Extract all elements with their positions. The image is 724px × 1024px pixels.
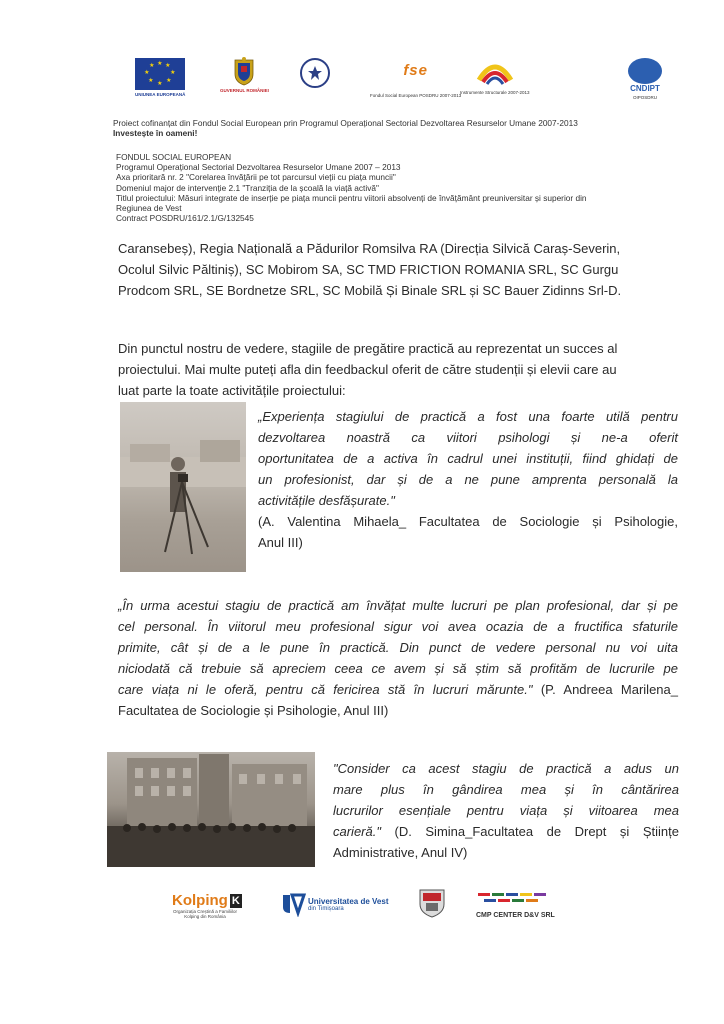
structural-instruments-caption: Instrumente Structurale 2007-2013 <box>460 90 530 95</box>
uvt-name: Universitatea de Vest <box>308 896 389 906</box>
text-line: Din punctul nostru de vedere, stagiile de pregătire practică au reprezentat un succes al <box>118 341 618 356</box>
quote-text: care viața ni le oferă, pentru că fericirea stă în lucruri mărunte." <box>118 682 533 697</box>
text-line: „În urma acestui stagiu de practică am învățat multe lucruri pe plan profesional, dar și pe <box>118 598 678 613</box>
text-line: niciodată că trebuie să apreciem ceea ce avem și să știm să profităm de lucrurile pe <box>118 661 678 676</box>
kolping-logo <box>172 892 252 919</box>
eu-flag-icon: ★ ★ ★ ★ ★ ★ ★ ★ <box>135 58 185 90</box>
text-line: oportunitatea de a activa în cadrul unei instituții, fiind ghidați de <box>258 451 678 466</box>
text-line: mare plus în gândirea mea și în cântărirea <box>333 782 679 797</box>
quote-attribution: Anul III) <box>258 535 303 550</box>
text-line: „Experiența stagiului de practică a fost una foarte utilă pentru <box>258 409 678 424</box>
text-line <box>118 679 678 700</box>
school-crest-icon <box>417 886 447 918</box>
quote-attribution: (D. Simina_Facultatea de Drept și Științe <box>380 824 679 839</box>
student-fieldwork-photo <box>120 402 246 572</box>
text-line: proiectului. Mai multe puteți afla din feedbackul oferit de către studenții și elevii care au <box>118 362 617 377</box>
kolping-k-icon: K <box>230 894 242 908</box>
text-line: dezvoltarea noastră ca viitori psihologi și ne-a oferit <box>258 430 678 445</box>
quote-andreea <box>118 595 678 721</box>
group-photo <box>107 752 315 867</box>
seal-icon <box>300 58 330 88</box>
fse-mark: fse <box>403 62 428 79</box>
intro-paragraph <box>118 338 678 401</box>
text-line: cel personal. În viitorul meu profesional sigur voi avea ocazia de a fructifica sfaturile <box>118 619 678 634</box>
coat-of-arms-icon <box>233 56 255 86</box>
quote-attribution: Facultatea de Sociologie și Psihologie, Anul III) <box>118 703 389 718</box>
uvt-icon <box>280 891 306 917</box>
romanian-government-logo <box>220 56 269 93</box>
text-line: Prodcom SRL, SE Bordnetze SRL, SC Mobilă Și Binale SRL și SC Bauer Zidinns Srl-D. <box>118 283 622 298</box>
text-line: "Consider ca acest stagiu de practică a adus un <box>333 761 679 776</box>
cndipt-icon <box>628 58 662 84</box>
fse-logo <box>370 62 461 98</box>
text-line: activitățile desfășurate." <box>258 493 395 508</box>
oiposdru-caption: OIPOSDRU <box>632 95 657 100</box>
cofinance-line: Proiect cofinanțat din Fondul Social European prin Programul Operațional Sectorial Dezvoltarea Resurselor Umane 2007-2013 <box>113 118 578 128</box>
text-line: un profesionist, dar și de a ne pune amprenta personală la <box>258 472 678 487</box>
structural-instruments-icon <box>475 58 515 88</box>
text-line: Caransebeș), Regia Națională a Pădurilor Romsilva RA (Direcția Silvică Caraș-Severin, <box>118 241 621 256</box>
quote-attribution: Administrative, Anul IV) <box>333 845 468 860</box>
uvt-logo <box>280 891 390 917</box>
cmp-bars-icon <box>476 891 556 905</box>
text-line: luat parte la toate activitățile proiectului: <box>118 383 346 398</box>
quote-attribution: (A. Valentina Mihaela_ Facultatea de Sociologie și Psihologie, <box>258 514 678 529</box>
cofinance-slogan: Investește în oameni! <box>113 128 198 138</box>
cmp-name: CMP CENTER D&V SRL <box>476 912 555 919</box>
quote-text: carieră." <box>333 824 381 839</box>
header-line: Axa prioritară nr. 2 "Corelarea învățării pe tot parcursul vieții cu piața muncii" <box>116 172 396 183</box>
header-line: Regiunea de Vest <box>116 203 182 214</box>
header-line: FONDUL SOCIAL EUROPEAN <box>116 152 232 162</box>
eu-caption: UNIUNEA EUROPEANĂ <box>135 92 186 97</box>
fse-caption: Fondul Social European POSDRU 2007-2013 <box>370 93 462 98</box>
quote-simina <box>333 758 679 863</box>
ministry-seal-logo <box>300 58 330 88</box>
quote-valentina <box>258 406 678 553</box>
quote-attribution: (P. Andreea Marilena_ <box>532 682 678 697</box>
cndipt-label: CNDIPT <box>630 84 660 93</box>
header-line: Programul Operațional Sectorial Dezvoltarea Resurselor Umane 2007 – 2013 <box>116 162 401 173</box>
kolping-wordmark: Kolping <box>172 892 228 909</box>
cofinance-statement <box>113 118 673 138</box>
government-caption: GUVERNUL ROMÂNIEI <box>220 88 269 93</box>
structural-instruments-logo <box>460 58 530 95</box>
project-header <box>116 152 686 223</box>
text-line <box>333 821 679 842</box>
cndipt-logo <box>628 58 662 100</box>
text-line: primite, cât și de a le pune în practică. Din punct de vedere personal nu voi uita <box>118 640 678 655</box>
uvt-city: din Timișoara <box>308 905 344 912</box>
text-line: Ocolul Silvic Păltiniș), SC Mobirom SA, SC TMD FRICTION ROMANIA SRL, SC Gurgu <box>118 262 619 277</box>
header-line: Titlul proiectului: Măsuri integrate de inserție pe piața muncii pentru viitorii absolvenți de învățământ preuniversitar și superior din <box>116 192 587 203</box>
school-crest-logo <box>417 886 447 923</box>
header-line: Domeniul major de intervenție 2.1 "Tranziția de la școală la viață activă" <box>116 182 379 193</box>
cmp-center-logo <box>476 891 556 919</box>
partners-paragraph <box>118 238 678 301</box>
kolping-subtitle: Organizația Creștină a Familiilor Kolping din România <box>172 909 238 919</box>
text-line: lucrurilor esențiale pentru viața și viitoarea mea <box>333 803 679 818</box>
header-line: Contract POSDRU/161/2.1/G/132545 <box>116 213 254 224</box>
eu-logo <box>135 58 185 97</box>
